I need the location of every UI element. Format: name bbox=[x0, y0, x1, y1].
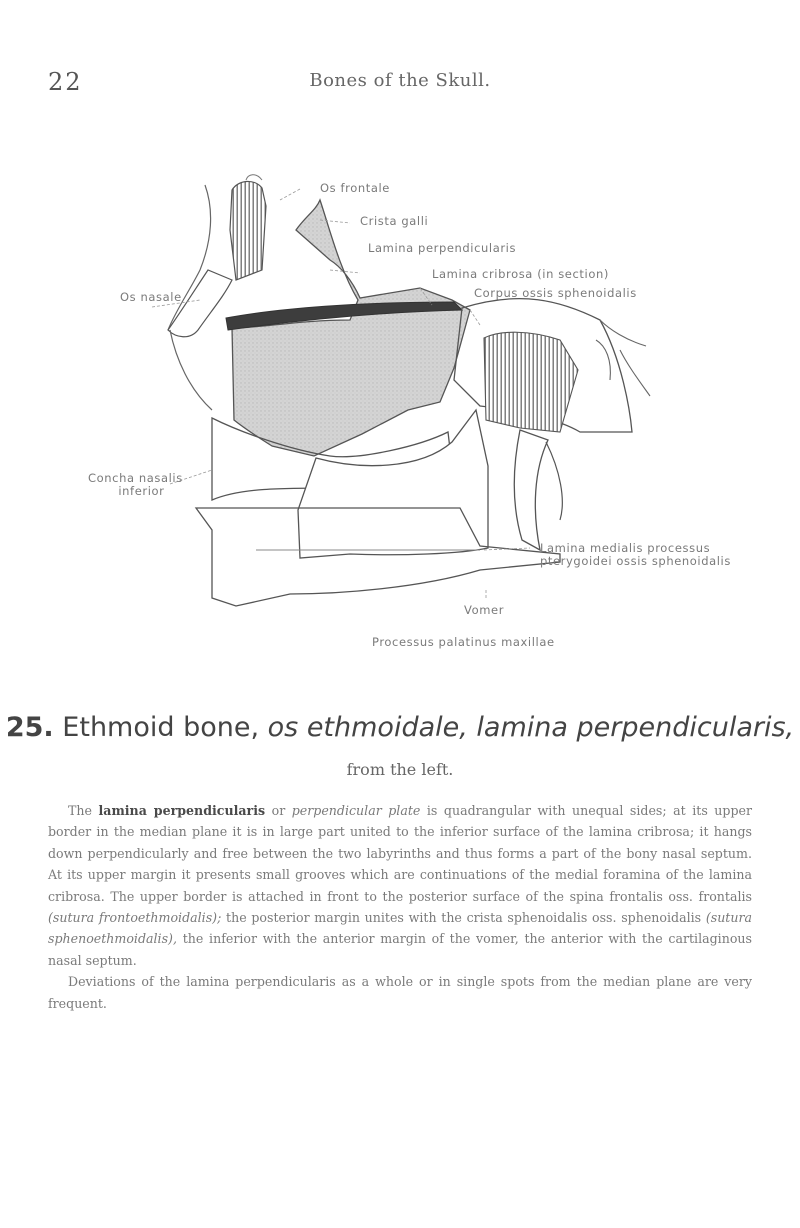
term-sutura-frontoethmoidalis: (sutura frontoethmoidalis); bbox=[48, 910, 222, 926]
p1-text-end: the inferior with the anterior margin of the vomer, the anterior with the cartilaginous nasal septum. bbox=[48, 931, 752, 968]
lamina-medialis-pterygoidei bbox=[514, 430, 548, 550]
caption-number: 25. bbox=[5, 712, 54, 743]
sphenoid-sinus-hatching bbox=[484, 332, 578, 432]
caption-latin: os ethmoidale, lamina perpendicularis, bbox=[267, 712, 795, 743]
label-concha-line1: Concha nasalis bbox=[88, 471, 183, 485]
page-header bbox=[0, 68, 800, 94]
term-lamina-perpendicularis: lamina perpendicularis bbox=[98, 803, 266, 818]
running-head: Bones of the Skull. bbox=[309, 70, 491, 91]
label-vomer: Vomer bbox=[464, 603, 505, 617]
label-lamina-medialis bbox=[540, 542, 731, 568]
caption-name: Ethmoid bone, bbox=[62, 712, 260, 743]
lamina-perpendicularis bbox=[232, 200, 470, 456]
label-lamina-cribrosa: Lamina cribrosa (in section) bbox=[432, 267, 609, 281]
term-sutura-sphenoethmoidalis: (sutura sphenoethmoidalis), bbox=[48, 910, 752, 947]
term-perpendicular-plate: perpendicular plate bbox=[291, 803, 421, 818]
ethmoid-figure bbox=[0, 170, 800, 670]
label-concha-line2: inferior bbox=[118, 484, 165, 498]
paragraph-2: Deviations of the lamina perpendicularis as a whole or in single spots from the median plane are very frequent. bbox=[48, 974, 752, 1011]
label-os-nasale: Os nasale bbox=[120, 290, 182, 304]
frontal-sinus-hatching bbox=[230, 181, 266, 280]
figure-caption bbox=[0, 712, 800, 743]
caption-title bbox=[6, 712, 794, 743]
label-corpus-sphenoidalis: Corpus ossis sphenoidalis bbox=[474, 286, 637, 300]
caption-subtitle: from the left. bbox=[346, 760, 454, 779]
body-text bbox=[48, 800, 752, 1014]
p1-text-start: The bbox=[68, 803, 92, 818]
label-os-frontale: Os frontale bbox=[320, 181, 390, 195]
label-concha-nasalis-inferior bbox=[88, 472, 183, 498]
p1-text-mid: the posterior margin unites with the crista sphenoidalis oss. sphenoidalis bbox=[226, 910, 702, 926]
p1-text-main: is quadrangular with unequal sides; at its upper border in the median plane it is in large part united to the inferior surface of the lamina cribrosa; it hangs down perpendicularly and free between the two labyrinths and thus forms a part of the bony nasal septum. At its upper margin it presents small grooves which are continuations of the medial foramina of the lamina cribrosa. The upper border is attached in front to the posterior surface of the spina frontalis oss. frontalis bbox=[48, 803, 753, 904]
label-lamina-perpendicularis: Lamina perpendicularis bbox=[368, 241, 517, 255]
label-lamina-medialis-line1: Lamina medialis processus bbox=[540, 541, 711, 555]
label-crista-galli: Crista galli bbox=[360, 214, 429, 228]
page-number: 22 bbox=[48, 68, 83, 96]
p1-text-or: or bbox=[271, 803, 286, 818]
label-processus-palatinus: Processus palatinus maxillae bbox=[372, 635, 555, 649]
paragraph-1 bbox=[48, 800, 752, 971]
label-lamina-medialis-line2: pterygoidei ossis sphenoidalis bbox=[540, 554, 731, 568]
